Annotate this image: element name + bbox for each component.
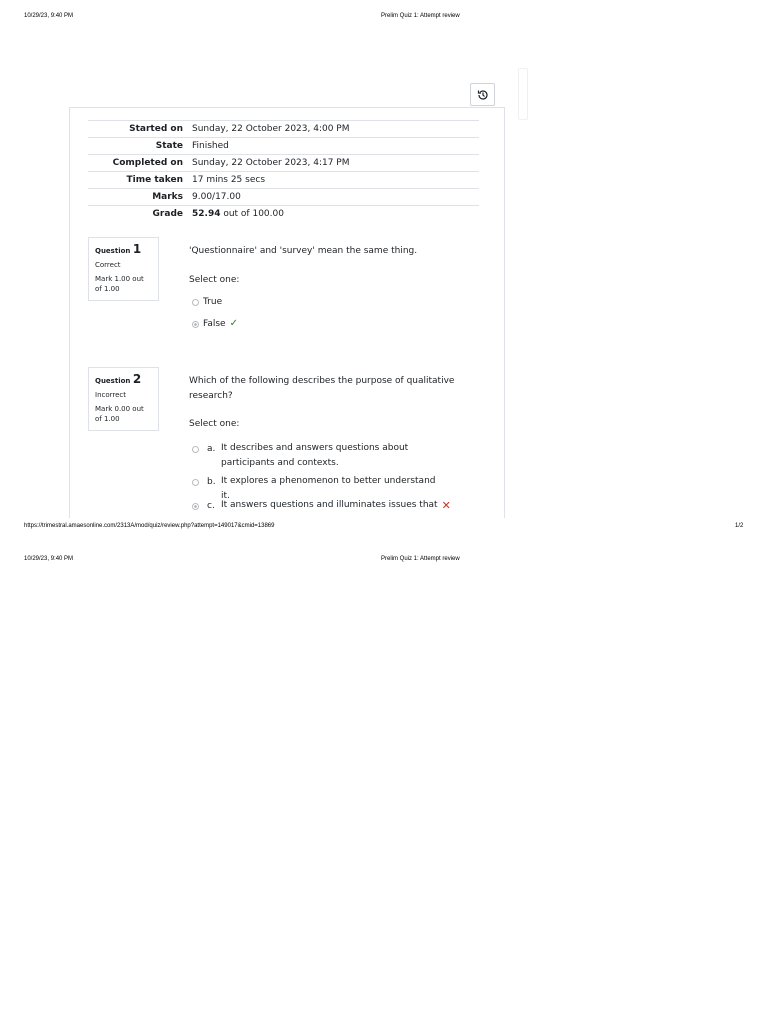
summary-label: Marks <box>88 189 188 206</box>
summary-value: Finished <box>188 138 479 155</box>
question-text-1: 'Questionnaire' and 'survey' mean the same thing. <box>189 246 418 256</box>
select-one-prompt: Select one: <box>189 419 240 429</box>
print-datetime: 10/29/23, 9:40 PM <box>24 556 74 562</box>
summary-label: Grade <box>88 206 188 223</box>
select-one-prompt: Select one: <box>189 275 240 285</box>
answer-option[interactable] <box>192 444 436 471</box>
radio-button-selected[interactable] <box>192 321 199 328</box>
radio-button-selected[interactable] <box>192 503 199 510</box>
summary-label: State <box>88 138 188 155</box>
question-text-2: Which of the following describes the purpose of qualitative research? <box>189 376 455 401</box>
print-header <box>0 13 768 25</box>
summary-row <box>88 172 479 189</box>
answer-text: It answers questions and illuminates issues that <box>221 500 438 510</box>
answer-text: It explores a phenomenon to better understand it. <box>221 476 436 501</box>
attempt-review-region <box>69 107 505 518</box>
question-grade: Mark 1.00 out of 1.00 <box>95 275 144 293</box>
history-icon <box>477 89 489 101</box>
summary-value: Sunday, 22 October 2023, 4:17 PM <box>188 155 479 172</box>
print-page-title: Prelim Quiz 1: Attempt review <box>381 13 460 19</box>
answer-option[interactable] <box>192 319 238 329</box>
summary-row <box>88 155 479 172</box>
answer-text: True <box>203 297 223 307</box>
question-state: Incorrect <box>95 391 127 399</box>
summary-row <box>88 189 479 206</box>
summary-row <box>88 138 479 155</box>
summary-row <box>88 121 479 138</box>
grade-out-of: out of 100.00 <box>220 209 284 219</box>
grade-value: 52.94 <box>192 209 221 219</box>
question-info-2 <box>88 367 159 431</box>
print-page-title: Prelim Quiz 1: Attempt review <box>381 556 460 562</box>
option-letter: c. <box>207 501 215 511</box>
cross-icon: ✕ <box>441 499 451 512</box>
summary-value: 17 mins 25 secs <box>188 172 479 189</box>
answer-option[interactable] <box>192 297 222 307</box>
option-letter: b. <box>207 477 216 487</box>
summary-label: Started on <box>88 121 188 138</box>
question-number: Question 1 <box>95 242 142 256</box>
summary-value: 9.00/17.00 <box>188 189 479 206</box>
question-state: Correct <box>95 261 121 269</box>
attempt-summary-table <box>88 120 479 222</box>
radio-button[interactable] <box>192 479 199 486</box>
print-footer <box>0 523 768 535</box>
summary-value <box>188 206 479 223</box>
scroll-ghost <box>518 68 528 120</box>
question-number: Question 2 <box>95 372 142 386</box>
check-icon: ✓ <box>229 318 238 329</box>
summary-label: Time taken <box>88 172 188 189</box>
answer-text: False <box>203 319 226 329</box>
summary-label: Completed on <box>88 155 188 172</box>
answer-text: It describes and answers questions about participants and contexts. <box>221 443 409 468</box>
print-datetime: 10/29/23, 9:40 PM <box>24 13 74 19</box>
radio-button[interactable] <box>192 299 199 306</box>
print-url: https://trimestral.amaesonline.com/2313A/mod/quiz/review.php?attempt=149017&cmid=13869 <box>24 523 275 529</box>
question-grade: Mark 0.00 out of 1.00 <box>95 405 144 423</box>
answer-option[interactable] <box>192 501 451 513</box>
summary-row <box>88 206 479 223</box>
radio-button[interactable] <box>192 446 199 453</box>
attempt-history-button[interactable] <box>470 83 495 106</box>
question-info-1 <box>88 237 159 301</box>
print-header <box>0 556 768 568</box>
option-letter: a. <box>207 444 216 454</box>
print-page-number: 1/2 <box>735 523 744 529</box>
summary-value: Sunday, 22 October 2023, 4:00 PM <box>188 121 479 138</box>
